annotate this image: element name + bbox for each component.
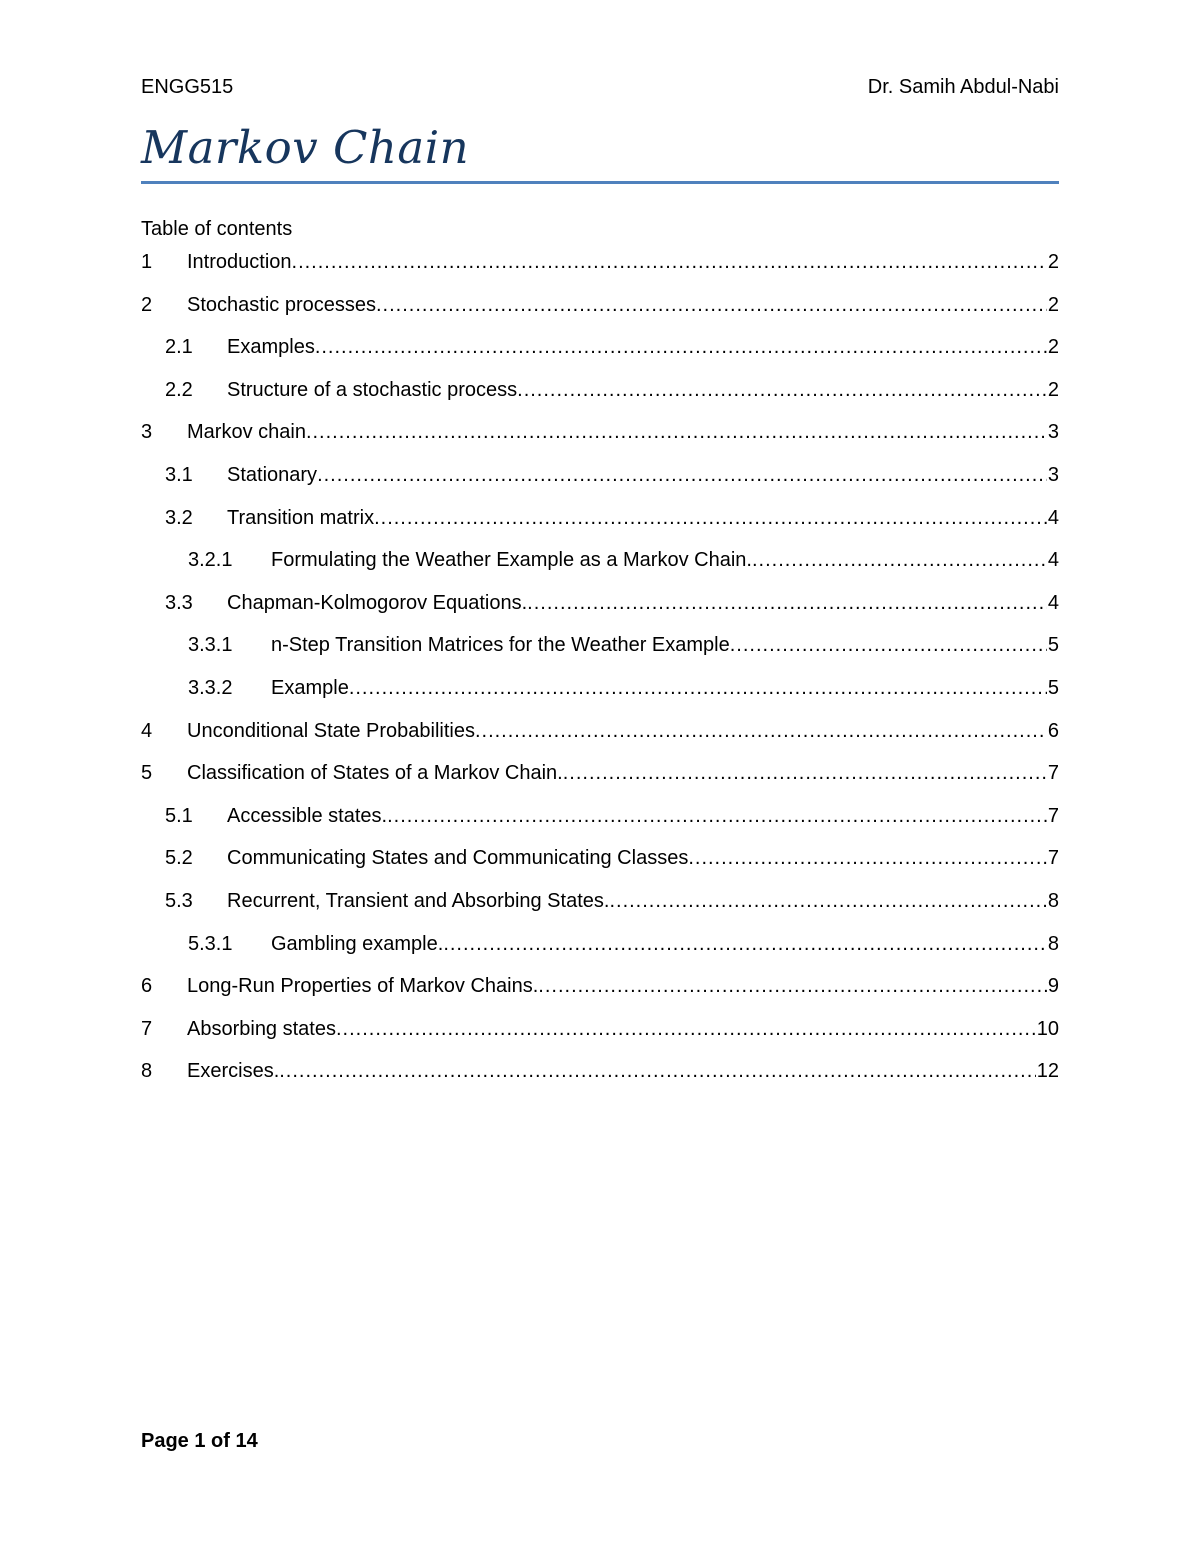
toc-entry-page: 4 — [1047, 591, 1059, 614]
toc-entry-number: 3.3 — [165, 591, 193, 614]
toc-entry[interactable] — [141, 716, 1059, 759]
toc-entry-title[interactable]: Classification of States of a Markov Chain. — [187, 762, 563, 785]
toc-entry-page: 7 — [1047, 762, 1059, 785]
toc-entry-number: 3 — [141, 421, 153, 444]
toc-entry-page: 4 — [1047, 549, 1059, 572]
toc-entry-line — [227, 460, 1059, 490]
toc-entry[interactable] — [141, 332, 1059, 375]
toc-entry-line — [227, 801, 1059, 831]
document-title: Markov Chain — [141, 121, 470, 174]
toc-entry[interactable] — [141, 1014, 1059, 1057]
toc-entry-line — [271, 673, 1059, 703]
toc-entry-line — [271, 630, 1059, 660]
toc-entry-title[interactable]: Formulating the Weather Example as a Markov Chain. — [271, 549, 752, 572]
toc-entry-title[interactable]: Accessible states. — [227, 804, 388, 827]
toc-entry-page: 10 — [1036, 1017, 1059, 1040]
dot-leader — [517, 375, 1047, 405]
toc-entry-number: 2.1 — [165, 336, 193, 359]
toc-entry[interactable] — [141, 460, 1059, 503]
dot-leader — [376, 290, 1047, 320]
toc-entry-title[interactable]: Long-Run Properties of Markov Chains. — [187, 975, 539, 998]
toc-entry-title[interactable]: n-Step Transition Matrices for the Weather Example — [271, 634, 730, 657]
course-code: ENGG515 — [141, 76, 234, 98]
dot-leader — [752, 545, 1047, 575]
toc-entry-number: 2.2 — [165, 378, 193, 401]
toc-entry[interactable] — [141, 673, 1059, 716]
toc-entry-number: 8 — [141, 1060, 153, 1083]
toc-entry-number: 3.2.1 — [188, 549, 233, 572]
toc-heading: Table of contents — [141, 218, 293, 240]
dot-leader — [475, 716, 1047, 746]
toc-entry-title[interactable]: Exercises. — [187, 1060, 280, 1083]
toc-entry-number: 6 — [141, 975, 153, 998]
toc-entry-page: 12 — [1036, 1060, 1059, 1083]
toc-entry-title[interactable]: Structure of a stochastic process — [227, 378, 518, 401]
toc-entry-title[interactable]: Introduction — [187, 251, 292, 273]
dot-leader — [538, 971, 1047, 1001]
author-name: Dr. Samih Abdul-Nabi — [867, 76, 1059, 98]
toc-entry-page: 8 — [1047, 889, 1059, 912]
toc-entry[interactable] — [141, 1056, 1059, 1099]
dot-leader — [292, 247, 1047, 277]
toc-entry-number: 3.1 — [165, 463, 193, 486]
toc-entry-title[interactable]: Example — [271, 676, 349, 699]
toc-entry-number: 1 — [141, 251, 153, 273]
dot-leader — [349, 673, 1047, 703]
toc-entry-number: 5 — [141, 762, 153, 785]
toc-entry-line — [187, 1014, 1059, 1044]
toc-entry-number: 5.3 — [165, 889, 193, 912]
toc-entry-line — [187, 290, 1059, 320]
toc-entry-page: 2 — [1047, 293, 1059, 316]
dot-leader — [609, 886, 1046, 916]
toc-entry-line — [227, 886, 1059, 916]
toc-entry-page: 5 — [1047, 634, 1059, 657]
dot-leader — [306, 417, 1047, 447]
toc-entry-page: 3 — [1047, 421, 1059, 444]
dot-leader — [387, 801, 1047, 831]
toc-entry-line — [187, 1056, 1059, 1086]
toc-entry-title[interactable]: Recurrent, Transient and Absorbing States. — [227, 889, 610, 912]
dot-leader — [443, 929, 1047, 959]
toc-entry-number: 7 — [141, 1017, 153, 1040]
toc-entry-line — [227, 503, 1059, 533]
toc-entry[interactable] — [141, 503, 1059, 546]
toc-entry-title[interactable]: Stochastic processes — [187, 293, 376, 316]
toc-entry-title[interactable]: Absorbing states — [187, 1017, 336, 1040]
toc-entry-line — [271, 929, 1059, 959]
toc-entry[interactable] — [141, 971, 1059, 1014]
toc-entry[interactable] — [141, 630, 1059, 673]
toc-entry-title[interactable]: Markov chain — [187, 421, 306, 444]
toc-entry-number: 3.3.1 — [188, 634, 233, 657]
toc-entry[interactable] — [141, 247, 1059, 290]
toc-entry-number: 3.2 — [165, 506, 193, 529]
toc-entry-title[interactable]: Unconditional State Probabilities — [187, 719, 475, 742]
table-of-contents — [141, 247, 1059, 1099]
toc-entry-number: 5.3.1 — [188, 932, 233, 955]
toc-entry-page: 8 — [1047, 932, 1059, 955]
toc-entry-page: 7 — [1047, 804, 1059, 827]
toc-entry-page: 2 — [1047, 378, 1059, 401]
dot-leader — [688, 843, 1047, 873]
dot-leader — [374, 503, 1047, 533]
toc-entry[interactable] — [141, 417, 1059, 460]
toc-entry-line — [187, 247, 1059, 277]
toc-entry-number: 2 — [141, 293, 153, 316]
dot-leader — [315, 332, 1047, 362]
toc-entry[interactable] — [141, 929, 1059, 972]
toc-entry-page: 2 — [1047, 336, 1059, 359]
toc-entry-line — [271, 545, 1059, 575]
dot-leader — [563, 758, 1047, 788]
toc-entry-page: 7 — [1047, 847, 1059, 870]
toc-entry[interactable] — [141, 290, 1059, 333]
toc-entry-page: 9 — [1047, 975, 1059, 998]
toc-entry-page: 4 — [1047, 506, 1059, 529]
dot-leader — [336, 1014, 1036, 1044]
title-underline — [141, 181, 1059, 184]
dot-leader — [527, 588, 1047, 618]
toc-entry[interactable] — [141, 801, 1059, 844]
toc-entry[interactable] — [141, 545, 1059, 588]
toc-entry-line — [187, 417, 1059, 447]
toc-entry-line — [227, 843, 1059, 873]
toc-entry-title[interactable]: Chapman-Kolmogorov Equations. — [227, 591, 528, 614]
toc-entry-page: 5 — [1047, 676, 1059, 699]
toc-entry-line — [227, 332, 1059, 362]
toc-entry-line — [227, 588, 1059, 618]
toc-entry[interactable] — [141, 843, 1059, 886]
toc-entry-title[interactable]: Stationary — [227, 463, 318, 486]
page-header — [141, 72, 1059, 102]
toc-entry-title[interactable]: Transition matrix — [227, 506, 375, 529]
toc-entry-line — [187, 716, 1059, 746]
dot-leader — [730, 630, 1047, 660]
toc-entry-number: 3.3.2 — [188, 676, 233, 699]
toc-entry-page: 3 — [1047, 463, 1059, 486]
toc-entry-number: 5.2 — [165, 847, 193, 870]
dot-leader — [279, 1056, 1036, 1086]
toc-entry[interactable] — [141, 375, 1059, 418]
toc-entry[interactable] — [141, 886, 1059, 929]
toc-entry-page: 2 — [1047, 251, 1059, 273]
toc-entry-page: 6 — [1047, 719, 1059, 742]
page-footer: Page 1 of 14 — [141, 1430, 258, 1452]
toc-entry-number: 4 — [141, 719, 153, 742]
toc-entry-line — [187, 971, 1059, 1001]
toc-entry-line — [227, 375, 1059, 405]
toc-entry[interactable] — [141, 758, 1059, 801]
toc-entry-title[interactable]: Examples — [227, 336, 315, 359]
toc-entry-title[interactable]: Gambling example. — [271, 932, 444, 955]
dot-leader — [317, 460, 1047, 490]
toc-entry[interactable] — [141, 588, 1059, 631]
toc-entry-title[interactable]: Communicating States and Communicating Classes — [227, 847, 689, 870]
toc-entry-number: 5.1 — [165, 804, 193, 827]
toc-entry-line — [187, 758, 1059, 788]
